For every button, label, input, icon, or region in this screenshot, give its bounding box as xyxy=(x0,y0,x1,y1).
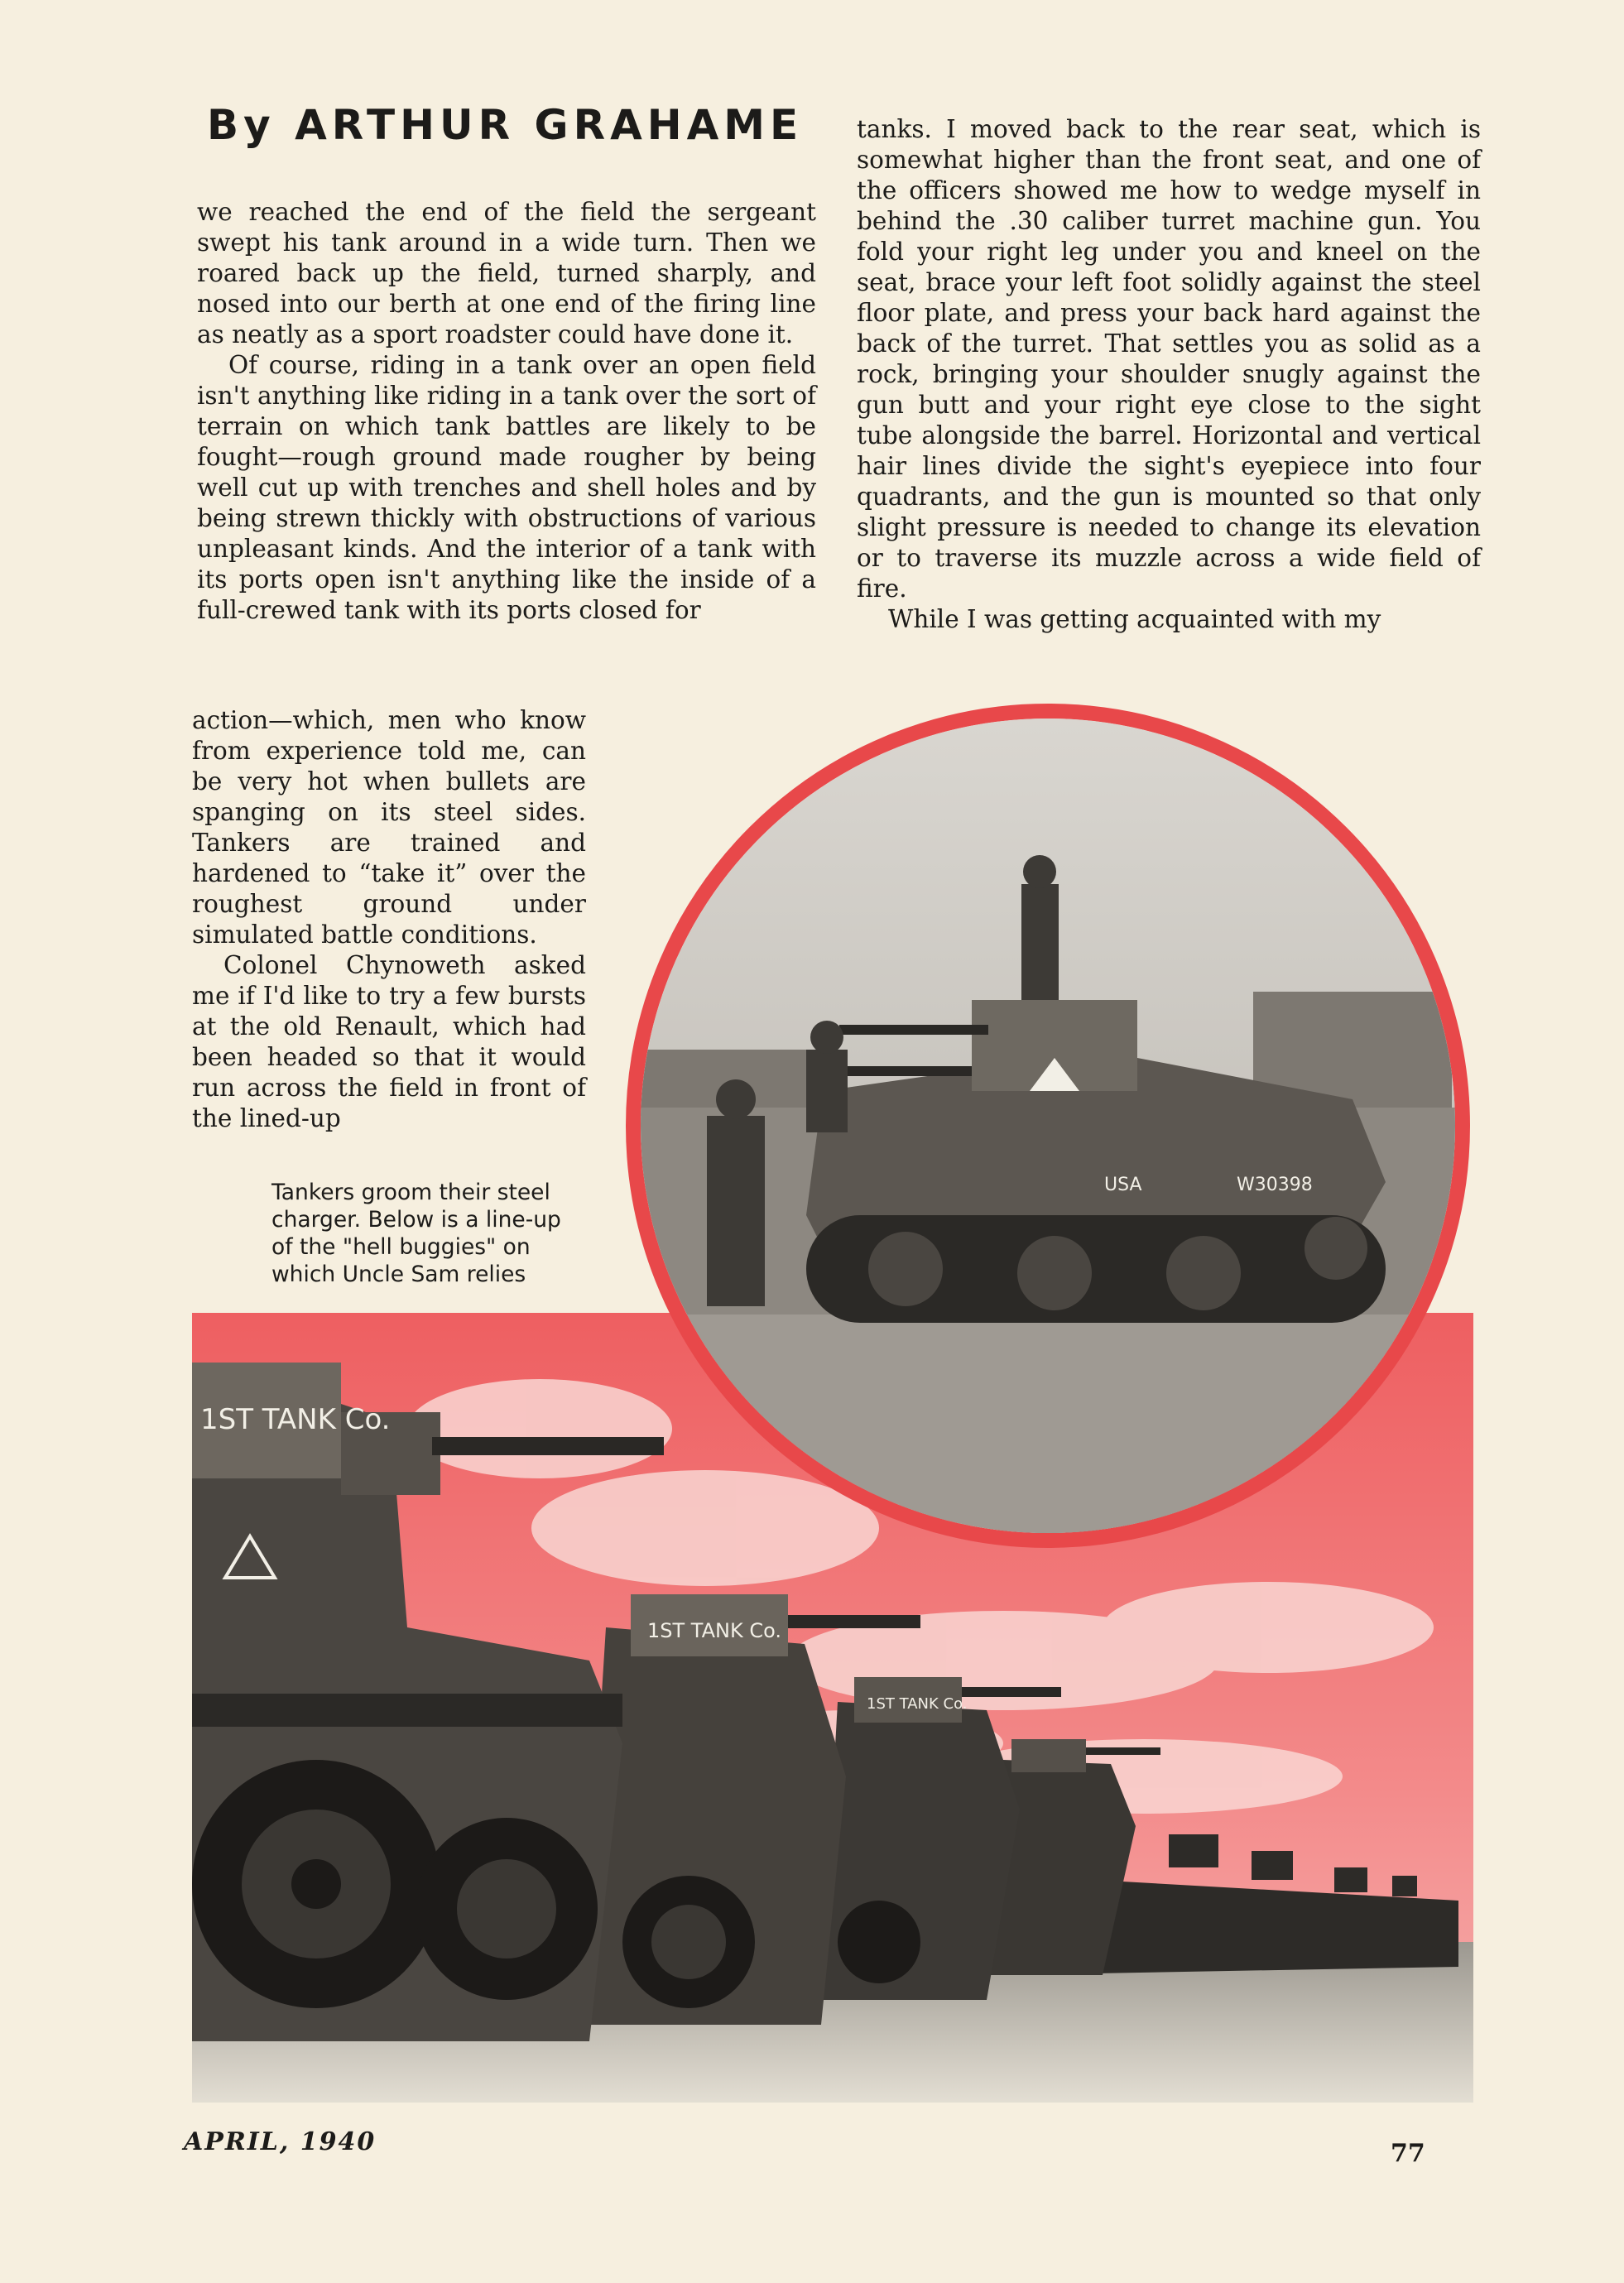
paragraph: Of course, riding in a tank over an open field isn't anything like riding in a tank over the sort of terrain on which tank battles are likely to be fought—rough ground made rougher by being well cut up with trenches and shell holes and by being strewn thickly with obstructions of various unpleasant kinds. And the interior of a tank with its ports open isn't anything like the inside of a full-crewed tank with its ports closed for xyxy=(197,351,816,624)
issue-date: APRIL, 1940 xyxy=(184,2127,377,2156)
paragraph: we reached the end of the field the sergeant swept his tank around in a wide turn. Then we roared back up the field, turned sharply, and nosed into our berth at one end of the firing line as neatly as a sport roadster could have done it. xyxy=(197,198,816,348)
tank-grooming-photo xyxy=(626,704,1470,1548)
photo-caption: Tankers groom their steel charger. Below is a line-up of the "hell buggies" on which Uncle Sam relies xyxy=(271,1180,561,1287)
tank-second-marking: 1ST TANK Co. xyxy=(647,1619,781,1642)
paragraph: Colonel Chynoweth asked me if I'd like to try a few bursts at the old Renault, which had been headed so that it would run across the field in front of the lined-up xyxy=(192,951,586,1132)
left-column-top xyxy=(197,197,816,626)
left-column-narrow xyxy=(192,705,586,1134)
byline: By ARTHUR GRAHAME xyxy=(207,101,804,149)
tank-serial-marking: W30398 xyxy=(1237,1175,1313,1195)
tank-grooming-illustration xyxy=(641,719,1455,1533)
tank-third-marking: 1ST TANK Co. xyxy=(867,1695,968,1713)
paragraph: tanks. I moved back to the rear seat, which is somewhat higher than the front seat, and one of the officers showed me how to wedge myself in behind the .30 caliber turret machine gun. You fold your right leg under you and kneel on the seat, brace your left foot solidly against the steel floor plate, and press your back hard against the back of the turret. That settles you as solid as a rock, bringing your shoulder snugly against the gun butt and your right eye close to the sight tube alongside the barrel. Horizontal and vertical hair lines divide the sight's eyepiece into four quadrants, and the gun is mounted so that only slight pressure is needed to change its elevation or to traverse its muzzle across a wide field of fire. xyxy=(857,115,1481,603)
paragraph: While I was getting acquainted with my xyxy=(888,605,1381,633)
tank-usa-marking: USA xyxy=(1104,1175,1142,1195)
right-column xyxy=(857,114,1481,635)
paragraph: action—which, men who know from experience told me, can be very hot when bullets are spanging on its steel sides. Tankers are trained and hardened to “take it” over the roughest ground under simulated battle conditions. xyxy=(192,706,586,949)
page-number: 77 xyxy=(1391,2139,1425,2168)
tank-lead-marking: 1ST TANK Co. xyxy=(200,1403,391,1436)
